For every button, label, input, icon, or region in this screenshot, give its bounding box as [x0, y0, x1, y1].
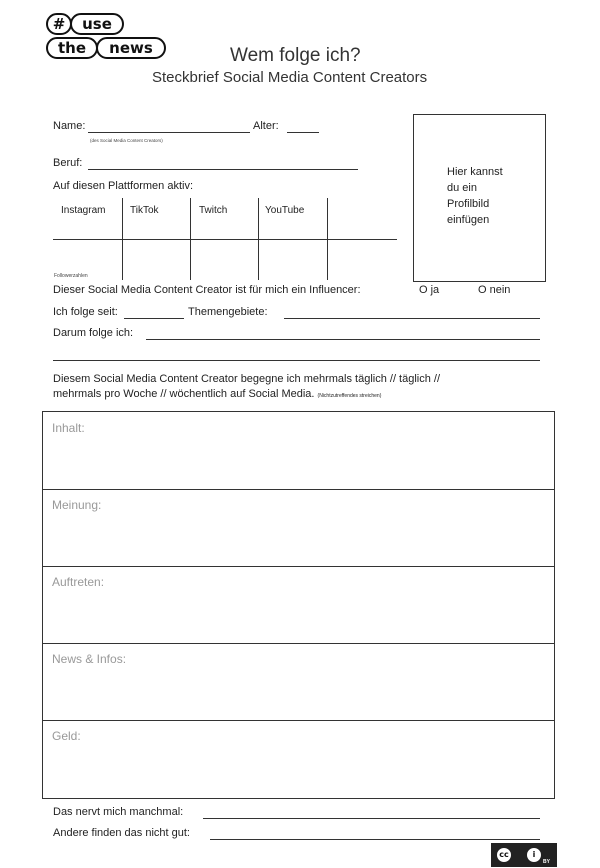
section-auftreten: Auftreten:: [52, 575, 105, 589]
option-yes[interactable]: O ja: [419, 284, 440, 296]
section-divider: [43, 566, 554, 567]
name-label: Name:: [53, 120, 86, 132]
name-note: (des Social Media Content Creators): [90, 138, 163, 143]
section-geld: Geld:: [52, 729, 81, 743]
section-news-infos: News & Infos:: [52, 652, 127, 666]
evaluation-sections: [42, 411, 555, 799]
section-inhalt: Inhalt:: [52, 421, 85, 435]
followerzahlen-label: Followerzahlen: [54, 273, 88, 279]
frequency-line2-text: mehrmals pro Woche // wöchentlich auf Social Media.: [53, 388, 315, 400]
section-divider: [43, 720, 554, 721]
page-title: Wem folge ich?: [230, 45, 361, 66]
cc-by-license-badge: [491, 843, 557, 867]
frequency-note: (Nichtzutreffendes streichen): [317, 393, 382, 399]
attribution-icon: i: [526, 847, 542, 863]
page-subtitle: Steckbrief Social Media Content Creators: [152, 69, 428, 86]
logo-the: the: [46, 37, 98, 59]
frequency-line1: Diesem Social Media Content Creator begegne ich mehrmals täglich // täglich //: [53, 373, 441, 385]
darum-field[interactable]: [146, 339, 540, 340]
influencer-question: Dieser Social Media Content Creator ist für mich ein Influencer:: [53, 284, 361, 296]
beruf-field[interactable]: [88, 169, 358, 170]
andere-label: Andere finden das nicht gut:: [53, 827, 190, 839]
beruf-label: Beruf:: [53, 157, 83, 169]
section-divider: [43, 643, 554, 644]
platform-tiktok: TikTok: [130, 205, 159, 216]
folge-seit-field[interactable]: [124, 318, 184, 319]
platform-instagram: Instagram: [61, 205, 106, 216]
photo-hint-line2: du ein: [447, 182, 477, 194]
cc-by-text: BY: [543, 859, 550, 865]
option-no[interactable]: O nein: [478, 284, 511, 296]
photo-hint-line3: Profilbild: [447, 198, 490, 210]
frequency-line2: [53, 388, 381, 400]
platform-twitch: Twitch: [199, 205, 228, 216]
alter-label: Alter:: [253, 120, 279, 132]
logo-use: use: [70, 13, 124, 35]
section-divider: [43, 489, 554, 490]
folge-seit-label: Ich folge seit:: [53, 306, 118, 318]
photo-hint-line1: Hier kannst: [447, 166, 503, 178]
platform-youtube: YouTube: [265, 205, 305, 216]
cc-icon: cc: [496, 847, 512, 863]
profile-photo-box[interactable]: [413, 114, 546, 282]
name-field[interactable]: [88, 132, 250, 133]
darum-label: Darum folge ich:: [53, 327, 134, 339]
andere-field[interactable]: [210, 839, 540, 840]
logo-news: news: [96, 37, 166, 59]
section-meinung: Meinung:: [52, 498, 102, 512]
nervt-field[interactable]: [203, 818, 540, 819]
themengebiete-field[interactable]: [284, 318, 540, 319]
darum-field-line2[interactable]: [53, 360, 540, 361]
themengebiete-label: Themengebiete:: [188, 306, 268, 318]
table-row-line: [53, 239, 397, 240]
nervt-label: Das nervt mich manchmal:: [53, 806, 184, 818]
platforms-label: Auf diesen Plattformen aktiv:: [53, 180, 194, 192]
photo-hint-line4: einfügen: [447, 214, 490, 226]
logo-hash: #: [46, 13, 72, 35]
alter-field[interactable]: [287, 132, 319, 133]
